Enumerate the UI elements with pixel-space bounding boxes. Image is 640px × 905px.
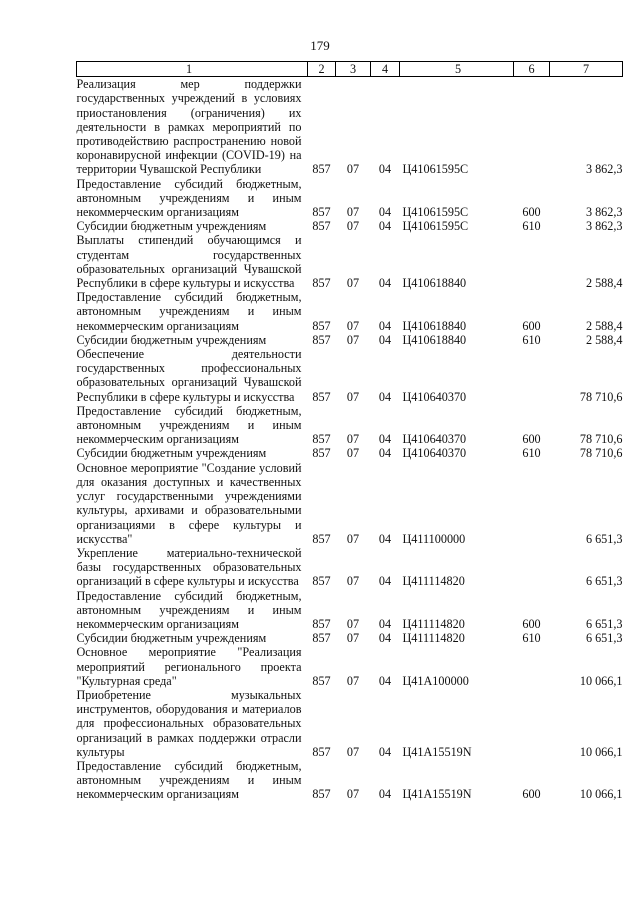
subsection-code: 04 <box>378 205 392 220</box>
amount: 2 588,4 <box>585 276 623 291</box>
target-item-code: Ц41А15519N <box>402 787 472 802</box>
target-item-code: Ц41А100000 <box>402 673 469 688</box>
ministry-code: 857 <box>312 205 331 220</box>
amount: 6 651,3 <box>585 574 623 589</box>
amount: 78 710,6 <box>579 446 623 461</box>
expense-type-code: 600 <box>522 787 541 802</box>
ministry-code: 857 <box>312 446 331 461</box>
row-description: Предоставление субсидий бюджетным, автономным учреждениям и иным некоммерческим организациям <box>76 290 302 333</box>
section-code: 07 <box>346 276 360 291</box>
section-code: 07 <box>346 616 360 631</box>
subsection-code: 04 <box>378 631 392 646</box>
amount: 10 066,1 <box>579 787 623 802</box>
amount: 10 066,1 <box>579 673 623 688</box>
table-header-row <box>77 62 623 77</box>
expense-type-code <box>514 347 550 404</box>
expense-type-code <box>514 688 550 759</box>
table-row <box>77 77 623 177</box>
amount: 2 588,4 <box>585 318 623 333</box>
row-description: Субсидии бюджетным учреждениям <box>76 219 267 234</box>
column-header: 1 <box>77 62 308 77</box>
target-item-code: Ц410618840 <box>402 332 467 347</box>
section-code: 07 <box>346 162 360 177</box>
ministry-code: 857 <box>312 276 331 291</box>
ministry-code: 857 <box>312 162 331 177</box>
ministry-code: 857 <box>312 616 331 631</box>
section-code: 07 <box>346 673 360 688</box>
page-number: 179 <box>310 38 330 53</box>
column-header: 5 <box>400 62 514 77</box>
section-code: 07 <box>346 787 360 802</box>
expense-type-code: 610 <box>522 332 541 347</box>
table-row <box>77 219 623 233</box>
target-item-code: Ц410640370 <box>402 432 467 447</box>
row-description: Субсидии бюджетным учреждениям <box>76 631 267 646</box>
table-row <box>77 404 623 447</box>
expense-type-code: 600 <box>522 318 541 333</box>
row-description: Предоставление субсидий бюджетным, автономным учреждениям и иным некоммерческим организациям <box>76 588 302 631</box>
ministry-code: 857 <box>312 531 331 546</box>
row-description: Предоставление субсидий бюджетным, автономным учреждениям и иным некоммерческим организациям <box>76 176 302 220</box>
section-code: 07 <box>346 531 360 546</box>
subsection-code: 04 <box>378 787 392 802</box>
section-code: 07 <box>346 631 360 646</box>
table-row <box>77 290 623 333</box>
section-code: 07 <box>346 744 360 759</box>
target-item-code: Ц411114820 <box>402 631 465 646</box>
expense-type-code: 600 <box>522 432 541 447</box>
expense-type-code: 600 <box>522 205 541 220</box>
table-row <box>77 631 623 645</box>
row-description: Предоставление субсидий бюджетным, автономным учреждениям и иным некоммерческим организациям <box>76 758 302 802</box>
amount: 10 066,1 <box>579 744 623 759</box>
column-header: 4 <box>371 62 400 77</box>
ministry-code: 857 <box>312 673 331 688</box>
section-code: 07 <box>346 318 360 333</box>
amount: 3 862,3 <box>585 219 623 234</box>
section-code: 07 <box>346 432 360 447</box>
row-description: Укрепление материально-технической базы государственных образовательных организаций в сфере культуры и искусства <box>76 545 302 589</box>
ministry-code: 857 <box>312 432 331 447</box>
amount: 6 651,3 <box>585 616 623 631</box>
expense-type-code: 610 <box>522 446 541 461</box>
table-row <box>77 177 623 220</box>
target-item-code: Ц41061595С <box>402 162 469 177</box>
ministry-code: 857 <box>312 787 331 802</box>
amount: 78 710,6 <box>579 432 623 447</box>
column-header: 2 <box>308 62 336 77</box>
ministry-code: 857 <box>312 574 331 589</box>
target-item-code: Ц410640370 <box>402 389 467 404</box>
table-row <box>77 233 623 290</box>
section-code: 07 <box>346 446 360 461</box>
target-item-code: Ц411114820 <box>402 616 465 631</box>
subsection-code: 04 <box>378 389 392 404</box>
section-code: 07 <box>346 332 360 347</box>
subsection-code: 04 <box>378 446 392 461</box>
table-row <box>77 347 623 404</box>
amount: 3 862,3 <box>585 162 623 177</box>
section-code: 07 <box>346 389 360 404</box>
table-row <box>77 546 623 589</box>
ministry-code: 857 <box>312 631 331 646</box>
subsection-code: 04 <box>378 531 392 546</box>
expense-type-code <box>514 645 550 688</box>
row-description: Основное мероприятие "Создание условий для оказания доступных и качественных услуг государственными учреждениями культуры, архивами и образовательными организациями в сфере культуры и искусства" <box>76 460 302 546</box>
table-row <box>77 461 623 546</box>
amount: 6 651,3 <box>585 531 623 546</box>
row-description: Предоставление субсидий бюджетным, автономным учреждениям и иным некоммерческим организациям <box>76 403 302 447</box>
subsection-code: 04 <box>378 744 392 759</box>
expense-type-code <box>514 233 550 290</box>
expense-type-code <box>514 546 550 589</box>
subsection-code: 04 <box>378 332 392 347</box>
ministry-code: 857 <box>312 744 331 759</box>
table-row <box>77 688 623 759</box>
expense-type-code: 610 <box>522 631 541 646</box>
subsection-code: 04 <box>378 673 392 688</box>
subsection-code: 04 <box>378 318 392 333</box>
target-item-code: Ц41А15519N <box>402 744 472 759</box>
column-header: 7 <box>550 62 623 77</box>
row-description: Приобретение музыкальных инструментов, оборудования и материалов для профессиональных образовательных организаций в рамках поддержки отрасли культуры <box>76 687 302 759</box>
ministry-code: 857 <box>312 389 331 404</box>
amount: 6 651,3 <box>585 631 623 646</box>
expense-type-code <box>514 461 550 546</box>
column-header: 3 <box>336 62 371 77</box>
section-code: 07 <box>346 574 360 589</box>
amount: 78 710,6 <box>579 389 623 404</box>
table-row <box>77 333 623 347</box>
amount: 2 588,4 <box>585 332 623 347</box>
ministry-code: 857 <box>312 318 331 333</box>
subsection-code: 04 <box>378 616 392 631</box>
ministry-code: 857 <box>312 332 331 347</box>
row-description: Субсидии бюджетным учреждениям <box>76 332 267 347</box>
table-row <box>77 446 623 460</box>
expense-type-code <box>514 77 550 177</box>
target-item-code: Ц411100000 <box>402 531 466 546</box>
row-description: Обеспечение деятельности государственных профессиональных образовательных организаций Чувашской Республики в сфере культуры и искусства <box>76 347 302 404</box>
table-row <box>77 759 623 802</box>
table-row <box>77 589 623 632</box>
amount: 3 862,3 <box>585 205 623 220</box>
section-code: 07 <box>346 205 360 220</box>
subsection-code: 04 <box>378 574 392 589</box>
subsection-code: 04 <box>378 162 392 177</box>
target-item-code: Ц410640370 <box>402 446 467 461</box>
row-description: Выплаты стипендий обучающимся и студентам государственных образовательных организаций Чувашской Республики в сфере культуры и искусства <box>76 233 302 291</box>
target-item-code: Ц41061595С <box>402 205 469 220</box>
target-item-code: Ц410618840 <box>402 318 467 333</box>
subsection-code: 04 <box>378 432 392 447</box>
target-item-code: Ц410618840 <box>402 276 467 291</box>
target-item-code: Ц41061595С <box>402 219 469 234</box>
column-header: 6 <box>514 62 550 77</box>
section-code: 07 <box>346 219 360 234</box>
expense-type-code: 610 <box>522 219 541 234</box>
ministry-code: 857 <box>312 219 331 234</box>
target-item-code: Ц411114820 <box>402 574 465 589</box>
table-row <box>77 645 623 688</box>
row-description: Субсидии бюджетным учреждениям <box>76 446 267 461</box>
expense-type-code: 600 <box>522 616 541 631</box>
subsection-code: 04 <box>378 219 392 234</box>
subsection-code: 04 <box>378 276 392 291</box>
row-description: Реализация мер поддержки государственных учреждений в условиях приостановления (ограничения) их деятельности в рамках мероприятий по противодействию распространению новой коронавирусной инфекции (COVID-19) на территории Чувашской Республики <box>76 77 302 177</box>
budget-table <box>76 61 623 802</box>
row-description: Основное мероприятие "Реализация мероприятий регионального проекта "Культурная среда" <box>76 645 302 688</box>
